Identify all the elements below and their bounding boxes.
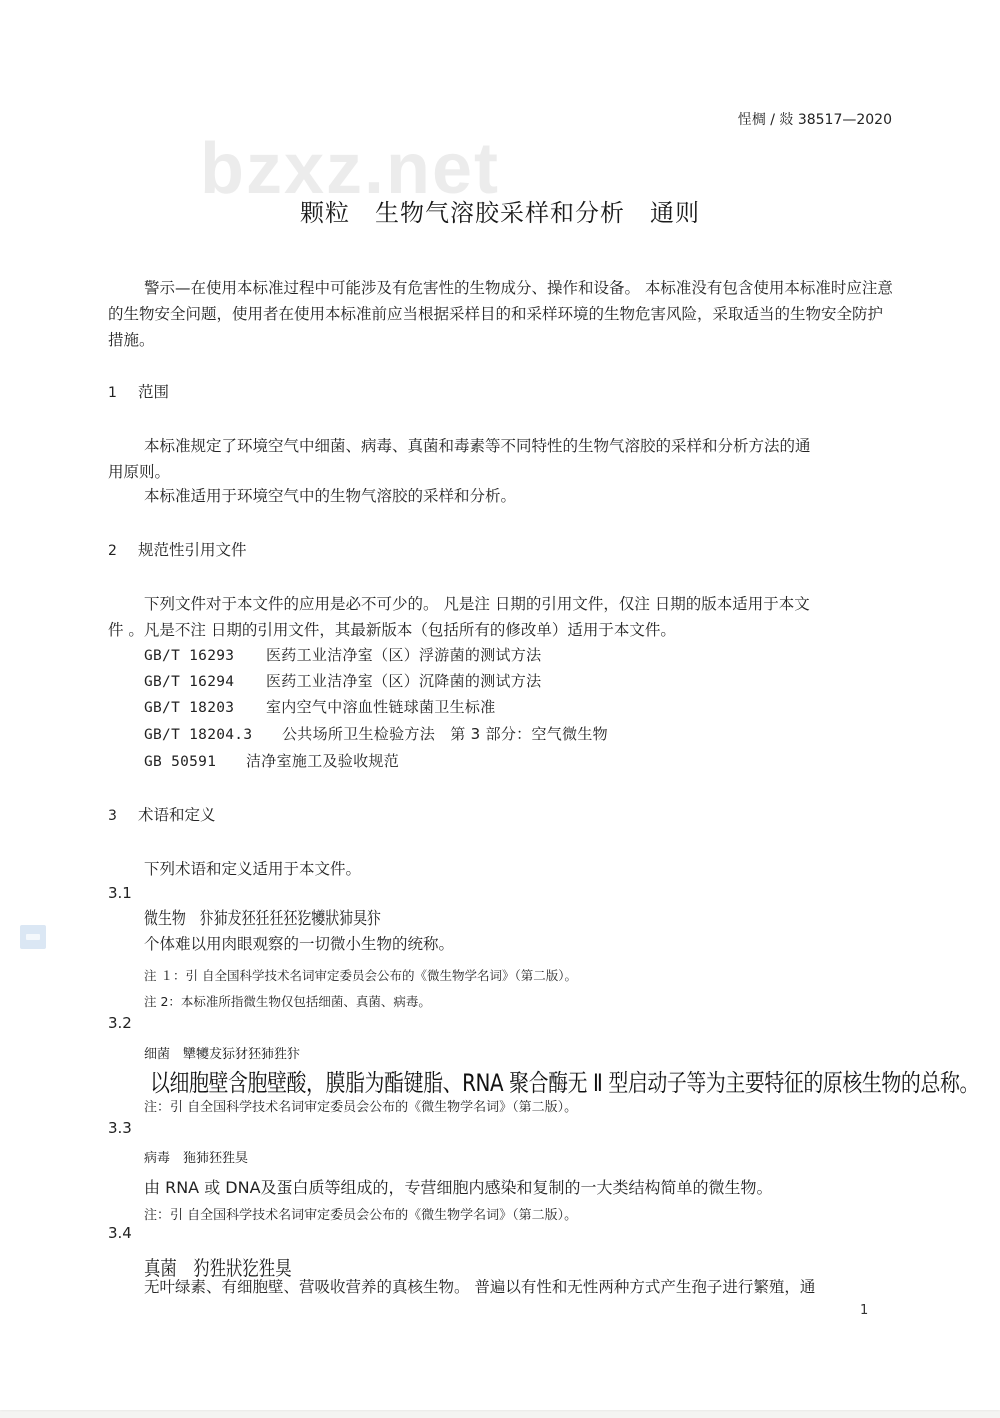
warning-paragraph: 警示—在使用本标准过程中可能涉及有危害性的生物成分、操作和设备。 本标准没有包含使用本标准时应注意的生物安全问题，使用者在使用本标准前应当根据采样目的和采样环境的生物危害风险，采取适当的生物安全防护措施。 xyxy=(108,279,893,349)
term-heading: 微生物 犿犻犮狉狅狅狉犵犪狀犻狊犿 xyxy=(144,909,381,929)
paragraph: 用原则。 xyxy=(108,463,171,481)
term-definition: 以细胞壁含胞壁酸，膜脂为酯键脂、RNA 聚合酶无 Ⅱ 型启动子等为主要特征的原核生物的总称。 xyxy=(150,1069,979,1097)
section-number: 2 xyxy=(108,543,117,559)
reference-item xyxy=(144,750,399,771)
reference-name: 室内空气中溶血性链球菌卫生标准 xyxy=(266,698,496,716)
term-heading: 细菌 犫犪犮狋犲狉犻狌犿 xyxy=(144,1047,301,1062)
section-number: 3 xyxy=(108,808,117,824)
document-title: 颗粒 生物气溶胶采样和分析 通则 xyxy=(300,199,700,227)
term-number: 3.1 xyxy=(108,884,132,902)
reference-name: 医药工业洁净室（区）浮游菌的测试方法 xyxy=(266,646,542,664)
standard-number: 悜椆 / 敥 38517—2020 xyxy=(737,112,892,128)
term-note: 注：引 自全国科学技术名词审定委员会公布的《微生物学名词》（第二版）。 xyxy=(144,1208,578,1223)
term-definition: 无叶绿素、有细胞壁、营吸收营养的真核生物。 普遍以有性和无性两种方式产生孢子进行繁殖，通 xyxy=(144,1278,816,1296)
section-title: 规范性引用文件 xyxy=(138,541,247,559)
paragraph: 本标准适用于环境空气中的生物气溶胶的采样和分析。 xyxy=(144,487,517,505)
reference-code: GB/T 16293 xyxy=(144,648,235,664)
term-note: 注：引 自全国科学技术名词审定委员会公布的《微生物学名词》（第二版）。 xyxy=(144,1100,578,1115)
page-number: 1 xyxy=(860,1303,869,1318)
term-note: 注 １：引 自全国科学技术名词审定委员会公布的《微生物学名词》（第二版）。 xyxy=(144,968,577,983)
term-number: 3.2 xyxy=(108,1014,132,1032)
reference-item xyxy=(144,644,541,665)
term-heading: 真菌 犳狌狀犵狌狊 xyxy=(144,1256,292,1280)
section-1-heading xyxy=(108,380,169,402)
section-2-heading xyxy=(108,538,247,560)
reference-name: 洁净室施工及验收规范 xyxy=(246,752,400,770)
reference-item xyxy=(144,670,541,691)
reference-code: GB/T 18204.3 xyxy=(144,727,253,743)
watermark: bzxz.net xyxy=(200,129,501,209)
reference-item xyxy=(144,696,496,717)
paragraph: 本标准规定了环境空气中细菌、病毒、真菌和毒素等不同特性的生物气溶胶的采样和分析方法的通 xyxy=(144,437,811,455)
reference-item xyxy=(144,723,608,744)
term-number: 3.4 xyxy=(108,1224,132,1242)
term-definition: 由 RNA 或 DNA及蛋白质等组成的，专营细胞内感染和复制的一大类结构简单的微生物。 xyxy=(144,1178,773,1197)
section-number: 1 xyxy=(108,385,117,401)
term-number: 3.3 xyxy=(108,1119,132,1137)
side-tab-icon[interactable] xyxy=(20,925,46,949)
section-title: 术语和定义 xyxy=(138,806,216,824)
section-3-heading xyxy=(108,803,216,825)
paragraph: 件 。凡是不注 日期的引用文件，其最新版本（包括所有的修改单）适用于本文件。 xyxy=(108,621,676,639)
paragraph: 下列术语和定义适用于本文件。 xyxy=(144,860,362,878)
reference-code: GB/T 18203 xyxy=(144,700,235,716)
term-definition: 个体难以用肉眼观察的一切微小生物的统称。 xyxy=(144,935,455,953)
section-title: 范围 xyxy=(138,383,170,401)
term-heading: 病毒 狏犻狉狌狊 xyxy=(144,1151,249,1166)
reference-code: GB/T 16294 xyxy=(144,674,235,690)
reference-name: 医药工业洁净室（区）沉降菌的测试方法 xyxy=(266,672,542,690)
reference-name: 公共场所卫生检验方法 第 3 部分：空气微生物 xyxy=(282,725,608,743)
reference-code: GB 50591 xyxy=(144,754,217,770)
paragraph: 下列文件对于本文件的应用是必不可少的。 凡是注 日期的引用文件，仅注 日期的版本适用于本文 xyxy=(144,595,810,613)
term-note: 注 2：本标准所指微生物仅包括细菌、真菌、病毒。 xyxy=(144,994,431,1009)
